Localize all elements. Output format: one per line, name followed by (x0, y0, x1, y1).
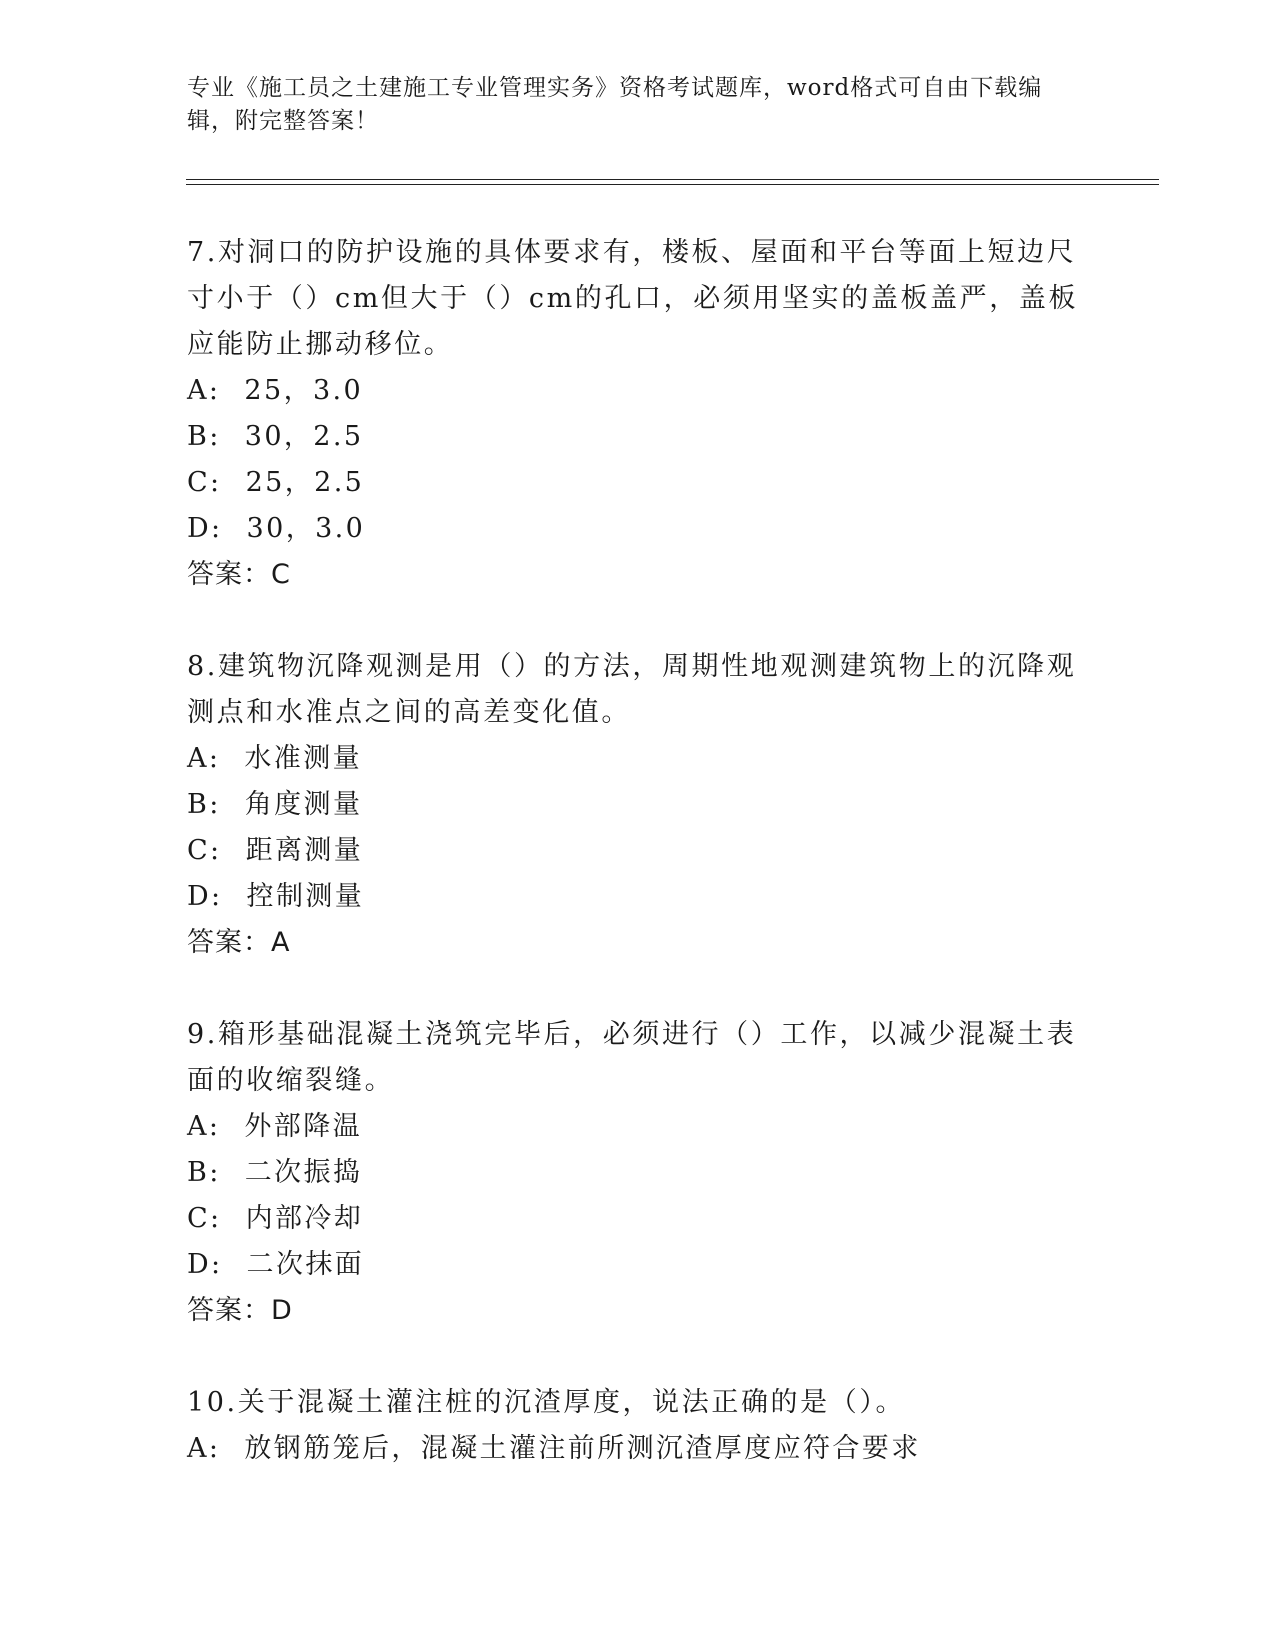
option-c (187, 1196, 1087, 1242)
option-letter: D: (187, 1249, 223, 1280)
option-text: 距离测量 (245, 835, 364, 866)
document-header: 专业《施工员之土建施工专业管理实务》资格考试题库，word格式可自由下载编辑，附完整答案！ (187, 75, 1043, 134)
option-text: 二次振捣 (244, 1157, 363, 1188)
option-letter: A: (187, 743, 221, 774)
option-text: 二次抹面 (246, 1249, 365, 1280)
option-b (187, 782, 1087, 828)
question-list (187, 230, 1087, 1518)
option-letter: D: (187, 513, 223, 544)
option-d (187, 506, 1087, 552)
answer-line: 答案：A (187, 927, 291, 958)
option-letter: A: (187, 1111, 221, 1142)
option-text: 水准测量 (244, 743, 363, 774)
question-10 (187, 1380, 1087, 1472)
option-c (187, 828, 1087, 874)
option-text: 25，2.5 (245, 467, 365, 498)
option-text: 控制测量 (246, 881, 365, 912)
option-a (187, 1426, 1087, 1472)
option-a (187, 368, 1087, 414)
question-stem: 8.建筑物沉降观测是用（）的方法，周期性地观测建筑物上的沉降观测点和水准点之间的高差变化值。 (187, 651, 1077, 728)
question-stem: 9.箱形基础混凝土浇筑完毕后，必须进行（）工作，以减少混凝土表面的收缩裂缝。 (187, 1019, 1077, 1096)
option-d (187, 1242, 1087, 1288)
answer-line: 答案：D (187, 1295, 293, 1326)
option-letter: C: (187, 835, 222, 866)
option-letter: D: (187, 881, 223, 912)
header-divider-bottom (186, 184, 1159, 185)
question-9 (187, 1012, 1087, 1334)
option-letter: A: (187, 1433, 221, 1464)
option-text: 内部冷却 (245, 1203, 364, 1234)
option-b (187, 1150, 1087, 1196)
option-d (187, 874, 1087, 920)
question-stem: 7.对洞口的防护设施的具体要求有，楼板、屋面和平台等面上短边尺寸小于（）cm但大于（）cm的孔口，必须用坚实的盖板盖严，盖板应能防止挪动移位。 (187, 237, 1079, 360)
option-text: 外部降温 (244, 1111, 363, 1142)
option-letter: C: (187, 1203, 222, 1234)
option-text: 30，2.5 (244, 421, 364, 452)
option-letter: A: (187, 375, 221, 406)
option-letter: B: (187, 789, 221, 820)
question-7 (187, 230, 1087, 598)
option-a (187, 736, 1087, 782)
question-stem: 10.关于混凝土灌注桩的沉渣厚度，说法正确的是（）。 (187, 1387, 906, 1418)
option-text: 25，3.0 (244, 375, 364, 406)
header-divider-top (186, 179, 1159, 180)
option-text: 30，3.0 (246, 513, 366, 544)
option-text: 角度测量 (244, 789, 363, 820)
option-text: 放钢筋笼后，混凝土灌注前所测沉渣厚度应符合要求 (244, 1433, 921, 1464)
option-letter: B: (187, 421, 221, 452)
option-c (187, 460, 1087, 506)
answer-line: 答案：C (187, 559, 291, 590)
option-letter: C: (187, 467, 222, 498)
option-b (187, 414, 1087, 460)
option-a (187, 1104, 1087, 1150)
question-8 (187, 644, 1087, 966)
option-letter: B: (187, 1157, 221, 1188)
